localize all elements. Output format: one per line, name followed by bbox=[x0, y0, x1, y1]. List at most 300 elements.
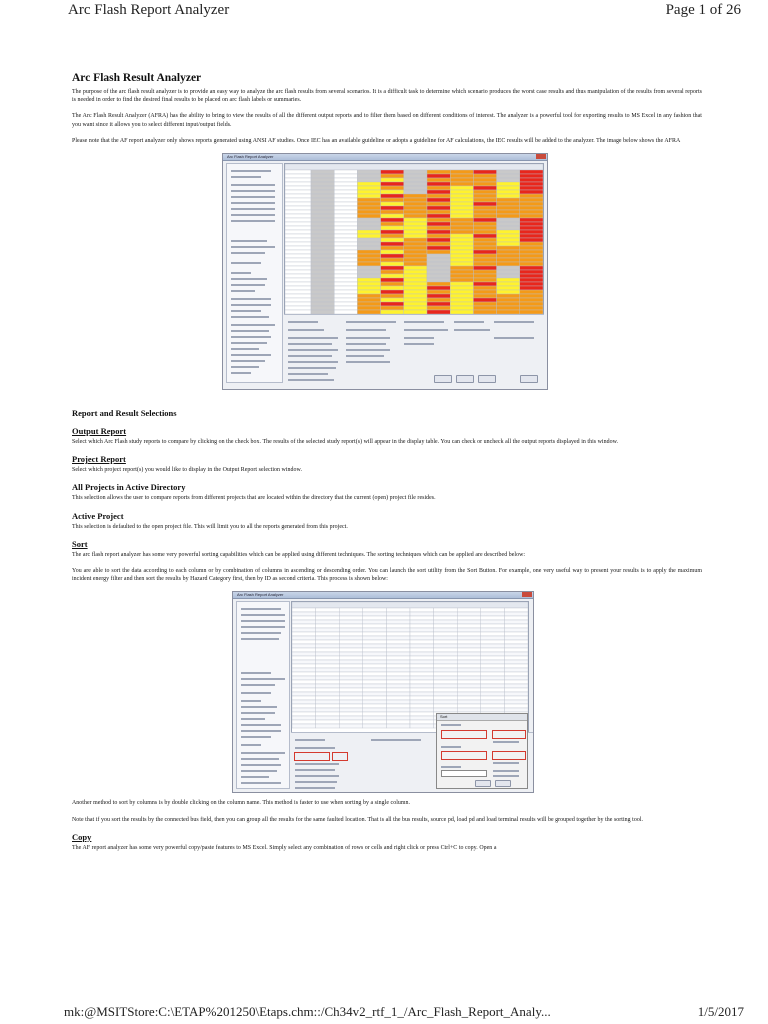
table-cell bbox=[450, 230, 473, 234]
screenshot-titlebar: Arc Flash Report Analyzer bbox=[223, 154, 547, 161]
table-cell bbox=[363, 676, 387, 680]
table-cell bbox=[520, 190, 543, 194]
table-header bbox=[285, 164, 543, 170]
table-cell bbox=[520, 302, 543, 306]
table-cell bbox=[450, 238, 473, 242]
table-cell bbox=[339, 680, 363, 684]
table-cell bbox=[457, 632, 481, 636]
table-cell bbox=[473, 190, 496, 194]
table-cell bbox=[311, 302, 334, 306]
table-header bbox=[292, 602, 528, 608]
table-cell bbox=[457, 660, 481, 664]
table-cell bbox=[339, 660, 363, 664]
table-cell bbox=[404, 202, 427, 206]
table-cell bbox=[450, 186, 473, 190]
table-cell bbox=[520, 298, 543, 302]
table-cell bbox=[497, 286, 520, 290]
table-cell bbox=[404, 270, 427, 274]
table-row-id bbox=[285, 198, 311, 202]
table-cell bbox=[334, 302, 357, 306]
table-cell bbox=[434, 704, 458, 708]
table-cell bbox=[497, 230, 520, 234]
table-cell bbox=[357, 286, 380, 290]
project-report-heading: Project Report bbox=[72, 454, 126, 465]
table-cell bbox=[386, 712, 410, 716]
table-cell bbox=[520, 194, 543, 198]
table-cell bbox=[434, 636, 458, 640]
table-cell bbox=[520, 170, 543, 174]
table-cell bbox=[292, 664, 316, 668]
table-cell bbox=[316, 660, 340, 664]
table-cell bbox=[339, 704, 363, 708]
table-cell bbox=[427, 258, 450, 262]
table-cell bbox=[334, 274, 357, 278]
table-cell bbox=[339, 668, 363, 672]
table-cell bbox=[386, 696, 410, 700]
table-cell bbox=[410, 660, 434, 664]
table-cell bbox=[427, 254, 450, 258]
table-cell bbox=[357, 266, 380, 270]
table-cell bbox=[410, 704, 434, 708]
table-cell bbox=[292, 620, 316, 624]
active-project-text: This selection is defaulted to the open project file. This will limit you to all the reports generated from this project. bbox=[72, 523, 348, 530]
table-cell bbox=[410, 680, 434, 684]
table-cell bbox=[410, 632, 434, 636]
table-row-id bbox=[285, 286, 311, 290]
table-cell bbox=[386, 628, 410, 632]
table-cell bbox=[450, 178, 473, 182]
table-cell bbox=[386, 652, 410, 656]
table-row-id bbox=[285, 250, 311, 254]
table-cell bbox=[504, 660, 528, 664]
table-cell bbox=[363, 716, 387, 720]
footer-date: 1/5/2017 bbox=[697, 1004, 744, 1019]
table-cell bbox=[450, 222, 473, 226]
table-row-id bbox=[285, 194, 311, 198]
table-cell bbox=[339, 652, 363, 656]
table-cell bbox=[334, 258, 357, 262]
table-cell bbox=[386, 624, 410, 628]
table-cell bbox=[457, 656, 481, 660]
table-cell bbox=[357, 234, 380, 238]
table-cell bbox=[311, 250, 334, 254]
table-cell bbox=[316, 724, 340, 728]
table-cell bbox=[311, 270, 334, 274]
table-cell bbox=[316, 632, 340, 636]
table-row-id bbox=[285, 210, 311, 214]
table-cell bbox=[404, 186, 427, 190]
table-cell bbox=[357, 262, 380, 266]
all-projects-heading: All Projects in Active Directory bbox=[72, 482, 186, 493]
table-cell bbox=[520, 218, 543, 222]
table-cell bbox=[457, 624, 481, 628]
table-cell bbox=[504, 708, 528, 712]
table-cell bbox=[450, 294, 473, 298]
table-cell bbox=[427, 206, 450, 210]
print-button[interactable] bbox=[456, 375, 474, 383]
table-cell bbox=[410, 668, 434, 672]
table-cell bbox=[357, 170, 380, 174]
table-cell bbox=[410, 648, 434, 652]
incident-energy-highlight bbox=[294, 752, 330, 761]
table-cell bbox=[473, 230, 496, 234]
table-cell bbox=[311, 222, 334, 226]
table-cell bbox=[427, 170, 450, 174]
table-cell bbox=[450, 278, 473, 282]
table-cell bbox=[410, 664, 434, 668]
table-cell bbox=[427, 174, 450, 178]
table-cell bbox=[457, 636, 481, 640]
table-cell bbox=[363, 624, 387, 628]
table-cell bbox=[357, 250, 380, 254]
table-cell bbox=[473, 262, 496, 266]
table-cell bbox=[292, 680, 316, 684]
table-cell bbox=[481, 612, 505, 616]
table-cell bbox=[427, 278, 450, 282]
table-cell bbox=[386, 692, 410, 696]
table-cell bbox=[497, 298, 520, 302]
table-cell bbox=[520, 174, 543, 178]
table-cell bbox=[504, 684, 528, 688]
table-cell bbox=[316, 688, 340, 692]
table-cell bbox=[311, 278, 334, 282]
table-cell bbox=[410, 652, 434, 656]
output-report-heading: Output Report bbox=[72, 426, 127, 437]
table-cell bbox=[311, 202, 334, 206]
table-cell bbox=[497, 278, 520, 282]
table-cell bbox=[427, 214, 450, 218]
table-cell bbox=[434, 632, 458, 636]
table-cell bbox=[434, 656, 458, 660]
table-cell bbox=[504, 664, 528, 668]
table-cell bbox=[497, 182, 520, 186]
table-cell bbox=[334, 230, 357, 234]
table-cell bbox=[357, 302, 380, 306]
table-cell bbox=[450, 242, 473, 246]
table-cell bbox=[473, 302, 496, 306]
table-cell bbox=[311, 230, 334, 234]
table-cell bbox=[292, 692, 316, 696]
table-cell bbox=[381, 286, 404, 290]
table-cell bbox=[339, 688, 363, 692]
table-row-id bbox=[285, 254, 311, 258]
active-project-heading: Active Project bbox=[72, 510, 124, 521]
table-cell bbox=[457, 708, 481, 712]
results-table[interactable] bbox=[284, 163, 544, 315]
table-cell bbox=[316, 656, 340, 660]
table-cell bbox=[504, 640, 528, 644]
table-cell bbox=[497, 178, 520, 182]
table-cell bbox=[410, 692, 434, 696]
table-cell bbox=[434, 668, 458, 672]
table-cell bbox=[504, 692, 528, 696]
table-cell bbox=[381, 202, 404, 206]
table-cell bbox=[381, 198, 404, 202]
table-cell bbox=[427, 222, 450, 226]
table-cell bbox=[334, 262, 357, 266]
table-cell bbox=[504, 608, 528, 612]
table-cell bbox=[497, 202, 520, 206]
table-cell bbox=[450, 306, 473, 310]
table-cell bbox=[410, 672, 434, 676]
table-cell bbox=[410, 708, 434, 712]
table-cell bbox=[386, 644, 410, 648]
table-cell bbox=[434, 664, 458, 668]
table-cell bbox=[504, 688, 528, 692]
table-cell bbox=[334, 214, 357, 218]
ok-button[interactable] bbox=[475, 780, 491, 787]
table-cell bbox=[497, 206, 520, 210]
table-cell bbox=[457, 664, 481, 668]
table-cell bbox=[410, 628, 434, 632]
table-cell bbox=[357, 198, 380, 202]
table-cell bbox=[381, 242, 404, 246]
table-cell bbox=[481, 624, 505, 628]
table-cell bbox=[311, 290, 334, 294]
table-cell bbox=[457, 640, 481, 644]
table-cell bbox=[434, 628, 458, 632]
sort-text-3: Another method to sort by columns is by double clicking on the column name. This method is faster to use when sorting by a single column. bbox=[72, 800, 411, 807]
table-cell bbox=[316, 636, 340, 640]
table-cell bbox=[292, 624, 316, 628]
table-cell bbox=[311, 238, 334, 242]
table-cell bbox=[481, 616, 505, 620]
table-cell bbox=[434, 652, 458, 656]
table-cell bbox=[457, 696, 481, 700]
table-cell bbox=[386, 704, 410, 708]
table-cell bbox=[410, 624, 434, 628]
table-cell bbox=[450, 258, 473, 262]
table-row-id bbox=[285, 238, 311, 242]
table-cell bbox=[410, 620, 434, 624]
table-cell bbox=[363, 724, 387, 728]
table-cell bbox=[457, 684, 481, 688]
table-cell bbox=[427, 250, 450, 254]
table-cell bbox=[450, 190, 473, 194]
table-cell bbox=[481, 656, 505, 660]
table-cell bbox=[311, 214, 334, 218]
table-cell bbox=[497, 302, 520, 306]
table-cell bbox=[381, 250, 404, 254]
table-cell bbox=[311, 198, 334, 202]
table-cell bbox=[410, 636, 434, 640]
table-cell bbox=[316, 720, 340, 724]
table-cell bbox=[450, 226, 473, 230]
table-cell bbox=[404, 190, 427, 194]
table-cell bbox=[504, 652, 528, 656]
table-cell bbox=[292, 720, 316, 724]
table-cell bbox=[473, 238, 496, 242]
table-cell bbox=[316, 620, 340, 624]
table-row-id bbox=[285, 174, 311, 178]
table-cell bbox=[481, 608, 505, 612]
table-cell bbox=[334, 238, 357, 242]
table-cell bbox=[404, 290, 427, 294]
table-cell bbox=[339, 612, 363, 616]
table-cell bbox=[410, 640, 434, 644]
table-cell bbox=[473, 218, 496, 222]
table-cell bbox=[311, 178, 334, 182]
table-row-id bbox=[285, 222, 311, 226]
table-cell bbox=[497, 234, 520, 238]
table-cell bbox=[404, 222, 427, 226]
sort-by-field-highlight[interactable] bbox=[441, 730, 487, 739]
table-cell bbox=[363, 612, 387, 616]
table-cell bbox=[404, 282, 427, 286]
table-cell bbox=[339, 700, 363, 704]
table-cell bbox=[381, 218, 404, 222]
table-cell bbox=[497, 262, 520, 266]
table-cell bbox=[339, 720, 363, 724]
table-cell bbox=[427, 274, 450, 278]
table-cell bbox=[481, 652, 505, 656]
table-cell bbox=[311, 210, 334, 214]
table-cell bbox=[404, 214, 427, 218]
table-cell bbox=[497, 254, 520, 258]
table-cell bbox=[457, 620, 481, 624]
table-cell bbox=[339, 608, 363, 612]
then-by-field-highlight[interactable] bbox=[441, 751, 487, 760]
table-cell bbox=[334, 202, 357, 206]
table-cell bbox=[339, 664, 363, 668]
table-cell bbox=[386, 640, 410, 644]
table-cell bbox=[381, 274, 404, 278]
table-cell bbox=[292, 608, 316, 612]
table-cell bbox=[497, 258, 520, 262]
table-cell bbox=[404, 286, 427, 290]
max-filter-highlight bbox=[332, 752, 348, 761]
table-cell bbox=[434, 688, 458, 692]
table-cell bbox=[434, 700, 458, 704]
table-cell bbox=[410, 616, 434, 620]
table-cell bbox=[481, 664, 505, 668]
table-cell bbox=[334, 278, 357, 282]
table-cell bbox=[481, 636, 505, 640]
table-cell bbox=[381, 262, 404, 266]
table-cell bbox=[386, 612, 410, 616]
table-cell bbox=[520, 178, 543, 182]
table-cell bbox=[504, 620, 528, 624]
table-cell bbox=[292, 616, 316, 620]
table-cell bbox=[357, 238, 380, 242]
then-by-ascending-highlight[interactable] bbox=[492, 751, 526, 760]
table-row-id bbox=[285, 298, 311, 302]
table-cell bbox=[473, 226, 496, 230]
table-cell bbox=[410, 712, 434, 716]
table-cell bbox=[504, 656, 528, 660]
table-cell bbox=[434, 684, 458, 688]
project-report-text: Select which project report(s) you would like to display in the Output Report selection window. bbox=[72, 467, 302, 474]
table-cell bbox=[404, 242, 427, 246]
close-button[interactable] bbox=[520, 375, 538, 383]
table-cell bbox=[334, 250, 357, 254]
table-cell bbox=[311, 182, 334, 186]
table-cell bbox=[386, 648, 410, 652]
table-cell bbox=[520, 270, 543, 274]
table-cell bbox=[339, 676, 363, 680]
table-cell bbox=[386, 620, 410, 624]
table-cell bbox=[334, 254, 357, 258]
table-cell bbox=[427, 226, 450, 230]
table-cell bbox=[427, 246, 450, 250]
ascending-option-highlight[interactable] bbox=[492, 730, 526, 739]
table-cell bbox=[339, 708, 363, 712]
table-cell bbox=[497, 250, 520, 254]
output-report-panel bbox=[226, 163, 283, 383]
table-cell bbox=[450, 302, 473, 306]
table-cell bbox=[427, 238, 450, 242]
table-cell bbox=[410, 688, 434, 692]
table-row-id bbox=[285, 290, 311, 294]
export-button[interactable] bbox=[434, 375, 452, 383]
table-cell bbox=[363, 680, 387, 684]
table-cell bbox=[292, 696, 316, 700]
table-cell bbox=[381, 230, 404, 234]
table-cell bbox=[450, 286, 473, 290]
table-cell bbox=[404, 254, 427, 258]
table-cell bbox=[357, 230, 380, 234]
table-cell bbox=[427, 290, 450, 294]
help-button[interactable] bbox=[478, 375, 496, 383]
table-cell bbox=[427, 266, 450, 270]
table-cell bbox=[434, 608, 458, 612]
table-cell bbox=[363, 652, 387, 656]
table-cell bbox=[357, 202, 380, 206]
table-cell bbox=[473, 274, 496, 278]
table-cell bbox=[520, 254, 543, 258]
table-cell bbox=[357, 190, 380, 194]
table-cell bbox=[357, 214, 380, 218]
table-cell bbox=[357, 278, 380, 282]
table-cell bbox=[473, 170, 496, 174]
intro-paragraph-3: Please note that the AF report analyzer only shows reports generated using ANSI AF studies. Once IEC has an available guideline or adopts a guideline for AF calculations, the IEC results will be added to the analyzer. The image below shows the AFRA bbox=[72, 137, 681, 144]
table-cell bbox=[404, 274, 427, 278]
table-cell bbox=[497, 282, 520, 286]
table-cell bbox=[381, 182, 404, 186]
sort-dialog[interactable] bbox=[436, 713, 528, 789]
table-cell bbox=[481, 620, 505, 624]
table-cell bbox=[450, 174, 473, 178]
table-cell bbox=[520, 202, 543, 206]
table-row-id bbox=[285, 214, 311, 218]
table-cell bbox=[457, 700, 481, 704]
cancel-button[interactable] bbox=[495, 780, 511, 787]
table-cell bbox=[334, 270, 357, 274]
table-cell bbox=[497, 218, 520, 222]
table-row-id bbox=[285, 242, 311, 246]
table-cell bbox=[357, 174, 380, 178]
copy-heading: Copy bbox=[72, 831, 92, 842]
table-cell bbox=[404, 258, 427, 262]
table-cell bbox=[381, 270, 404, 274]
table-cell bbox=[481, 692, 505, 696]
table-cell bbox=[292, 632, 316, 636]
table-cell bbox=[504, 648, 528, 652]
table-cell bbox=[292, 704, 316, 708]
table-cell bbox=[334, 174, 357, 178]
table-cell bbox=[357, 218, 380, 222]
table-cell bbox=[434, 624, 458, 628]
table-cell bbox=[434, 696, 458, 700]
table-cell bbox=[386, 636, 410, 640]
table-cell bbox=[363, 660, 387, 664]
table-cell bbox=[457, 616, 481, 620]
table-cell bbox=[410, 696, 434, 700]
table-cell bbox=[316, 704, 340, 708]
table-cell bbox=[473, 266, 496, 270]
table-cell bbox=[473, 198, 496, 202]
table-cell bbox=[434, 672, 458, 676]
